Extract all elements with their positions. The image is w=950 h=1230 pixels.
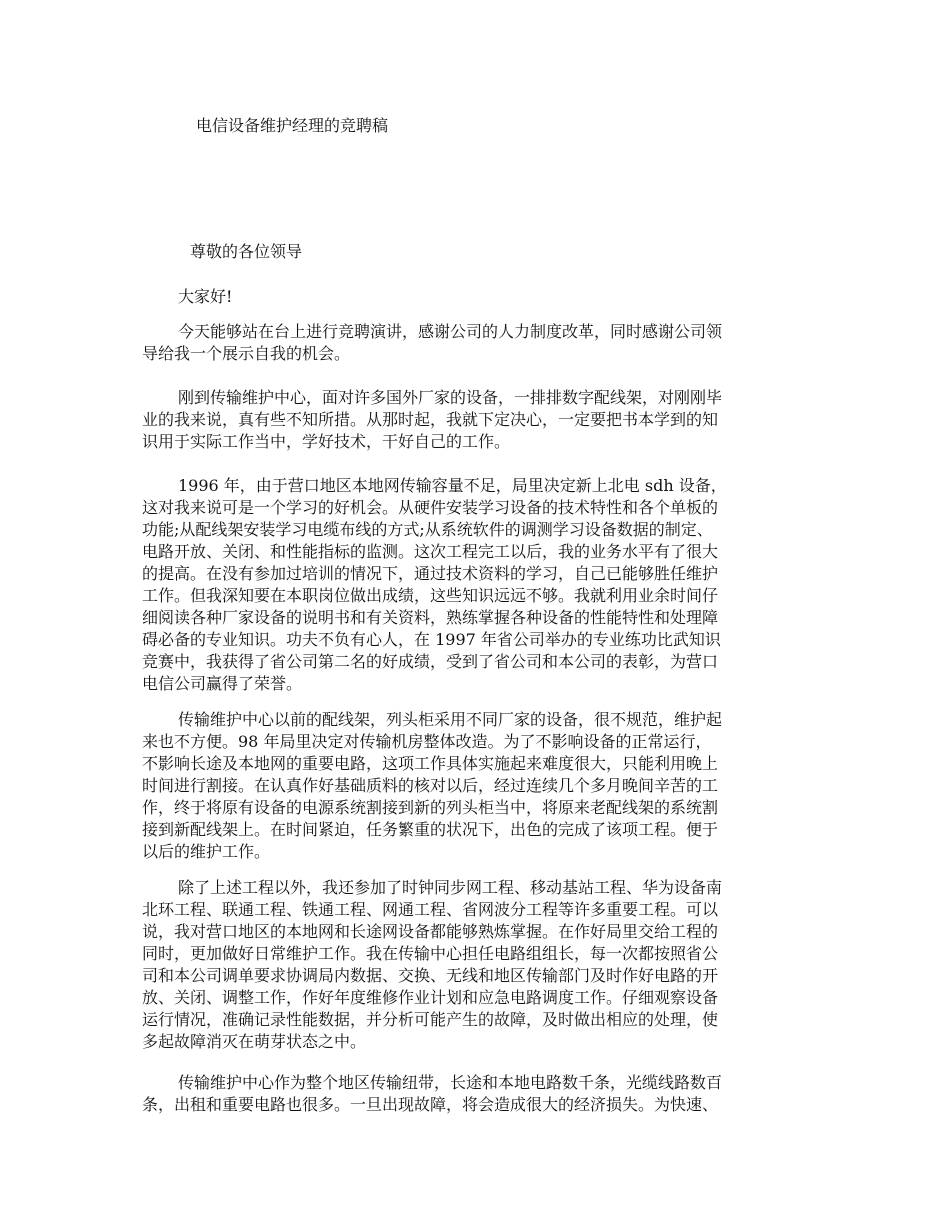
paragraph-line: 刚到传输维护中心，面对许多国外厂家的设备，一排排数字配线架，对刚刚毕 [178,388,723,407]
paragraph-line: 除了上述工程以外，我还参加了时钟同步网工程、移动基站工程、华为设备南 [178,878,723,897]
paragraph-line: 不影响长途及本地网的重要电路，这项工作具体实施起来难度很大，只能利用晚上 [142,754,719,773]
paragraph-line: 电信公司赢得了荣誉。 [142,674,303,693]
paragraph-5 [142,877,812,1053]
paragraph-line: 说，我对营口地区的本地网和长途网设备都能够熟炼掌握。在作好局里交给工程的 [142,922,719,941]
paragraph-line: 电路开放、关闭、和性能指标的监测。这次工程完工以后，我的业务水平有了很大 [142,542,719,561]
paragraph-line: 运行情况，准确记录性能数据，并分析可能产生的故障，及时做出相应的处理，使 [142,1010,719,1029]
paragraph-line: 条，出租和重要电路也很多。一旦出现故障，将会造成很大的经济损失。为快速、 [142,1095,719,1114]
paragraph-line: 这对我来说可是一个学习的好机会。从硬件安装学习设备的技术特性和各个单板的 [142,498,719,517]
paragraph-4 [142,709,812,863]
paragraph-line: 今天能够站在台上进行竞聘演讲，感谢公司的人力制度改革，同时感谢公司领 [178,322,723,341]
paragraph-line: 传输维护中心作为整个地区传输纽带，长途和本地电路数千条，光缆线路数百 [178,1073,723,1092]
paragraph-6 [142,1072,812,1116]
paragraph-3 [142,475,812,717]
paragraph-line: 功能;从配线架安装学习电缆布线的方式;从系统软件的调测学习设备数据的制定、 [142,520,713,539]
salutation: 尊敬的各位领导 [190,242,303,261]
paragraph-line: 多起故障消灭在萌芽状态之中。 [142,1032,367,1051]
paragraph-line: 工作。但我深知要在本职岗位做出成绩，这些知识远远不够。我就利用业余时间仔 [142,586,719,605]
paragraph-line: 以后的维护工作。 [142,842,271,861]
paragraph-line: 导给我一个展示自我的机会。 [142,344,351,363]
paragraph-line: 时间进行割接。在认真作好基础质料的核对以后，经过连续几个多月晚间辛苦的工 [142,776,719,795]
paragraph-line: 的提高。在没有参加过培训的情况下，通过技术资料的学习，自己已能够胜任维护 [142,564,719,583]
paragraph-line: 来也不方便。98 年局里决定对传输机房整体改造。为了不影响设备的正常运行， [142,732,712,751]
paragraph-line: 传输维护中心以前的配线架，列头柜采用不同厂家的设备，很不规范，维护起 [178,710,723,729]
paragraph-line: 识用于实际工作当中，学好技术，干好自己的工作。 [142,432,511,451]
paragraph-line: 同时，更加做好日常维护工作。我在传输中心担任电路组组长，每一次都按照省公 [142,944,719,963]
paragraph-line: 细阅读各种厂家设备的说明书和有关资料，熟练掌握各种设备的性能特性和处理障 [142,608,719,627]
paragraph-line: 司和本公司调单要求协调局内数据、交换、无线和地区传输部门及时作好电路的开 [142,966,719,985]
paragraph-1 [142,321,812,365]
greeting: 大家好! [178,287,233,306]
paragraph-line: 接到新配线架上。在时间紧迫，任务繁重的状况下，出色的完成了该项工程。便于 [142,820,719,839]
paragraph-line: 1996 年，由于营口地区本地网传输容量不足，局里决定新上北电 sdh 设备， [178,476,727,495]
paragraph-line: 北环工程、联通工程、铁通工程、网通工程、省网波分工程等许多重要工程。可以 [142,900,719,919]
paragraph-line: 碍必备的专业知识。功夫不负有心人，在 1997 年省公司举办的专业练功比武知识 [142,630,721,649]
document-title: 电信设备维护经理的竞聘稿 [196,116,389,135]
paragraph-line: 业的我来说，真有些不知所措。从那时起，我就下定决心，一定要把书本学到的知 [142,410,719,429]
paragraph-line: 作，终于将原有设备的电源系统割接到新的列头柜当中，将原来老配线架的系统割 [142,798,719,817]
paragraph-2 [142,387,812,453]
paragraph-line: 竞赛中，我获得了省公司第二名的好成绩，受到了省公司和本公司的表彰，为营口 [142,652,719,671]
paragraph-line: 放、关闭、调整工作，作好年度维修作业计划和应急电路调度工作。仔细观察设备 [142,988,719,1007]
